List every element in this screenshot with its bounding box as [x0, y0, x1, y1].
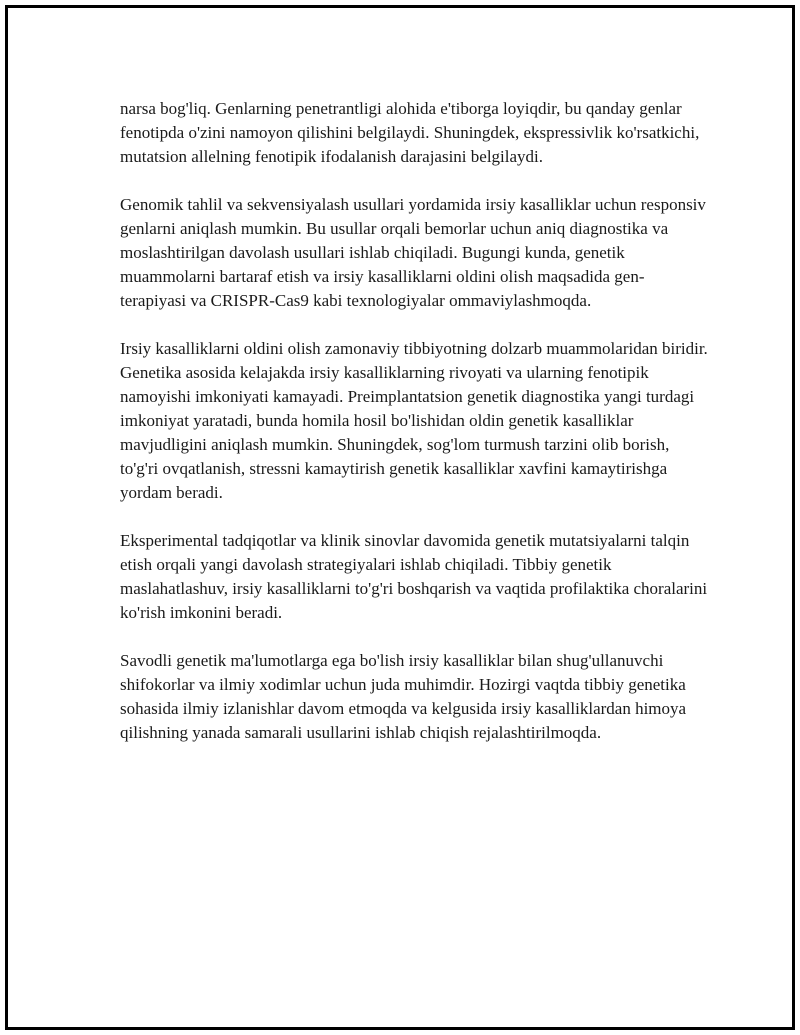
paragraph-2: Genomik tahlil va sekvensiyalash usullari yordamida irsiy kasalliklar uchun responsiv genlarni aniqlash mumkin. Bu usullar orqali bemorlar uchun aniq diagnostika va moslashtirilgan davolash usullari ishlab chiqiladi. Bugungi kunda, genetik muammolarni bartaraf etish va irsiy kasalliklarni oldini olish maqsadida gen-terapiyasi va CRISPR-Cas9 kabi texnologiyalar ommaviylashmoqda.: [120, 195, 706, 310]
page-frame: [5, 5, 795, 1030]
paragraph-1: narsa bog'liq. Genlarning penetrantligi alohida e'tiborga loyiqdir, bu qanday genlar fenotipda o'zini namoyon qilishini belgilaydi. Shuningdek, ekspressivlik ko'rsatkichi, mutatsion allelning fenotipik ifodalanish darajasini belgilaydi.: [120, 99, 700, 166]
document-body: [120, 97, 710, 769]
paragraph-5: Savodli genetik ma'lumotlarga ega bo'lish irsiy kasalliklar bilan shug'ullanuvchi shifokorlar va ilmiy xodimlar uchun juda muhimdir. Hozirgi vaqtda tibbiy genetika sohasida ilmiy izlanishlar davom etmoqda va kelgusida irsiy kasalliklardan himoya qilishning yanada samarali usullarini ishlab chiqish rejalashtirilmoqda.: [120, 651, 687, 742]
paragraph-3: Irsiy kasalliklarni oldini olish zamonaviy tibbiyotning dolzarb muammolaridan biridir. Genetika asosida kelajakda irsiy kasalliklarning rivoyati va ularning fenotipik namoyishi imkoniyati kamayadi. Preimplantatsion genetik diagnostika yangi turdagi imkoniyat yaratadi, bunda homila hosil bo'lishidan oldin genetik kasalliklar mavjudligini aniqlash mumkin. Shuningdek, sog'lom turmush tarzini olib borish, to'g'ri ovqatlanish, stressni kamaytirish genetik kasalliklar xavfini kamaytirishga yordam beradi.: [120, 339, 708, 502]
paragraph-4: Eksperimental tadqiqotlar va klinik sinovlar davomida genetik mutatsiyalarni talqin etish orqali yangi davolash strategiyalari ishlab chiqiladi. Tibbiy genetik maslahatlashuv, irsiy kasalliklarni to'g'ri boshqarish va vaqtida profilaktika choralarini ko'rish imkonini beradi.: [120, 531, 708, 622]
